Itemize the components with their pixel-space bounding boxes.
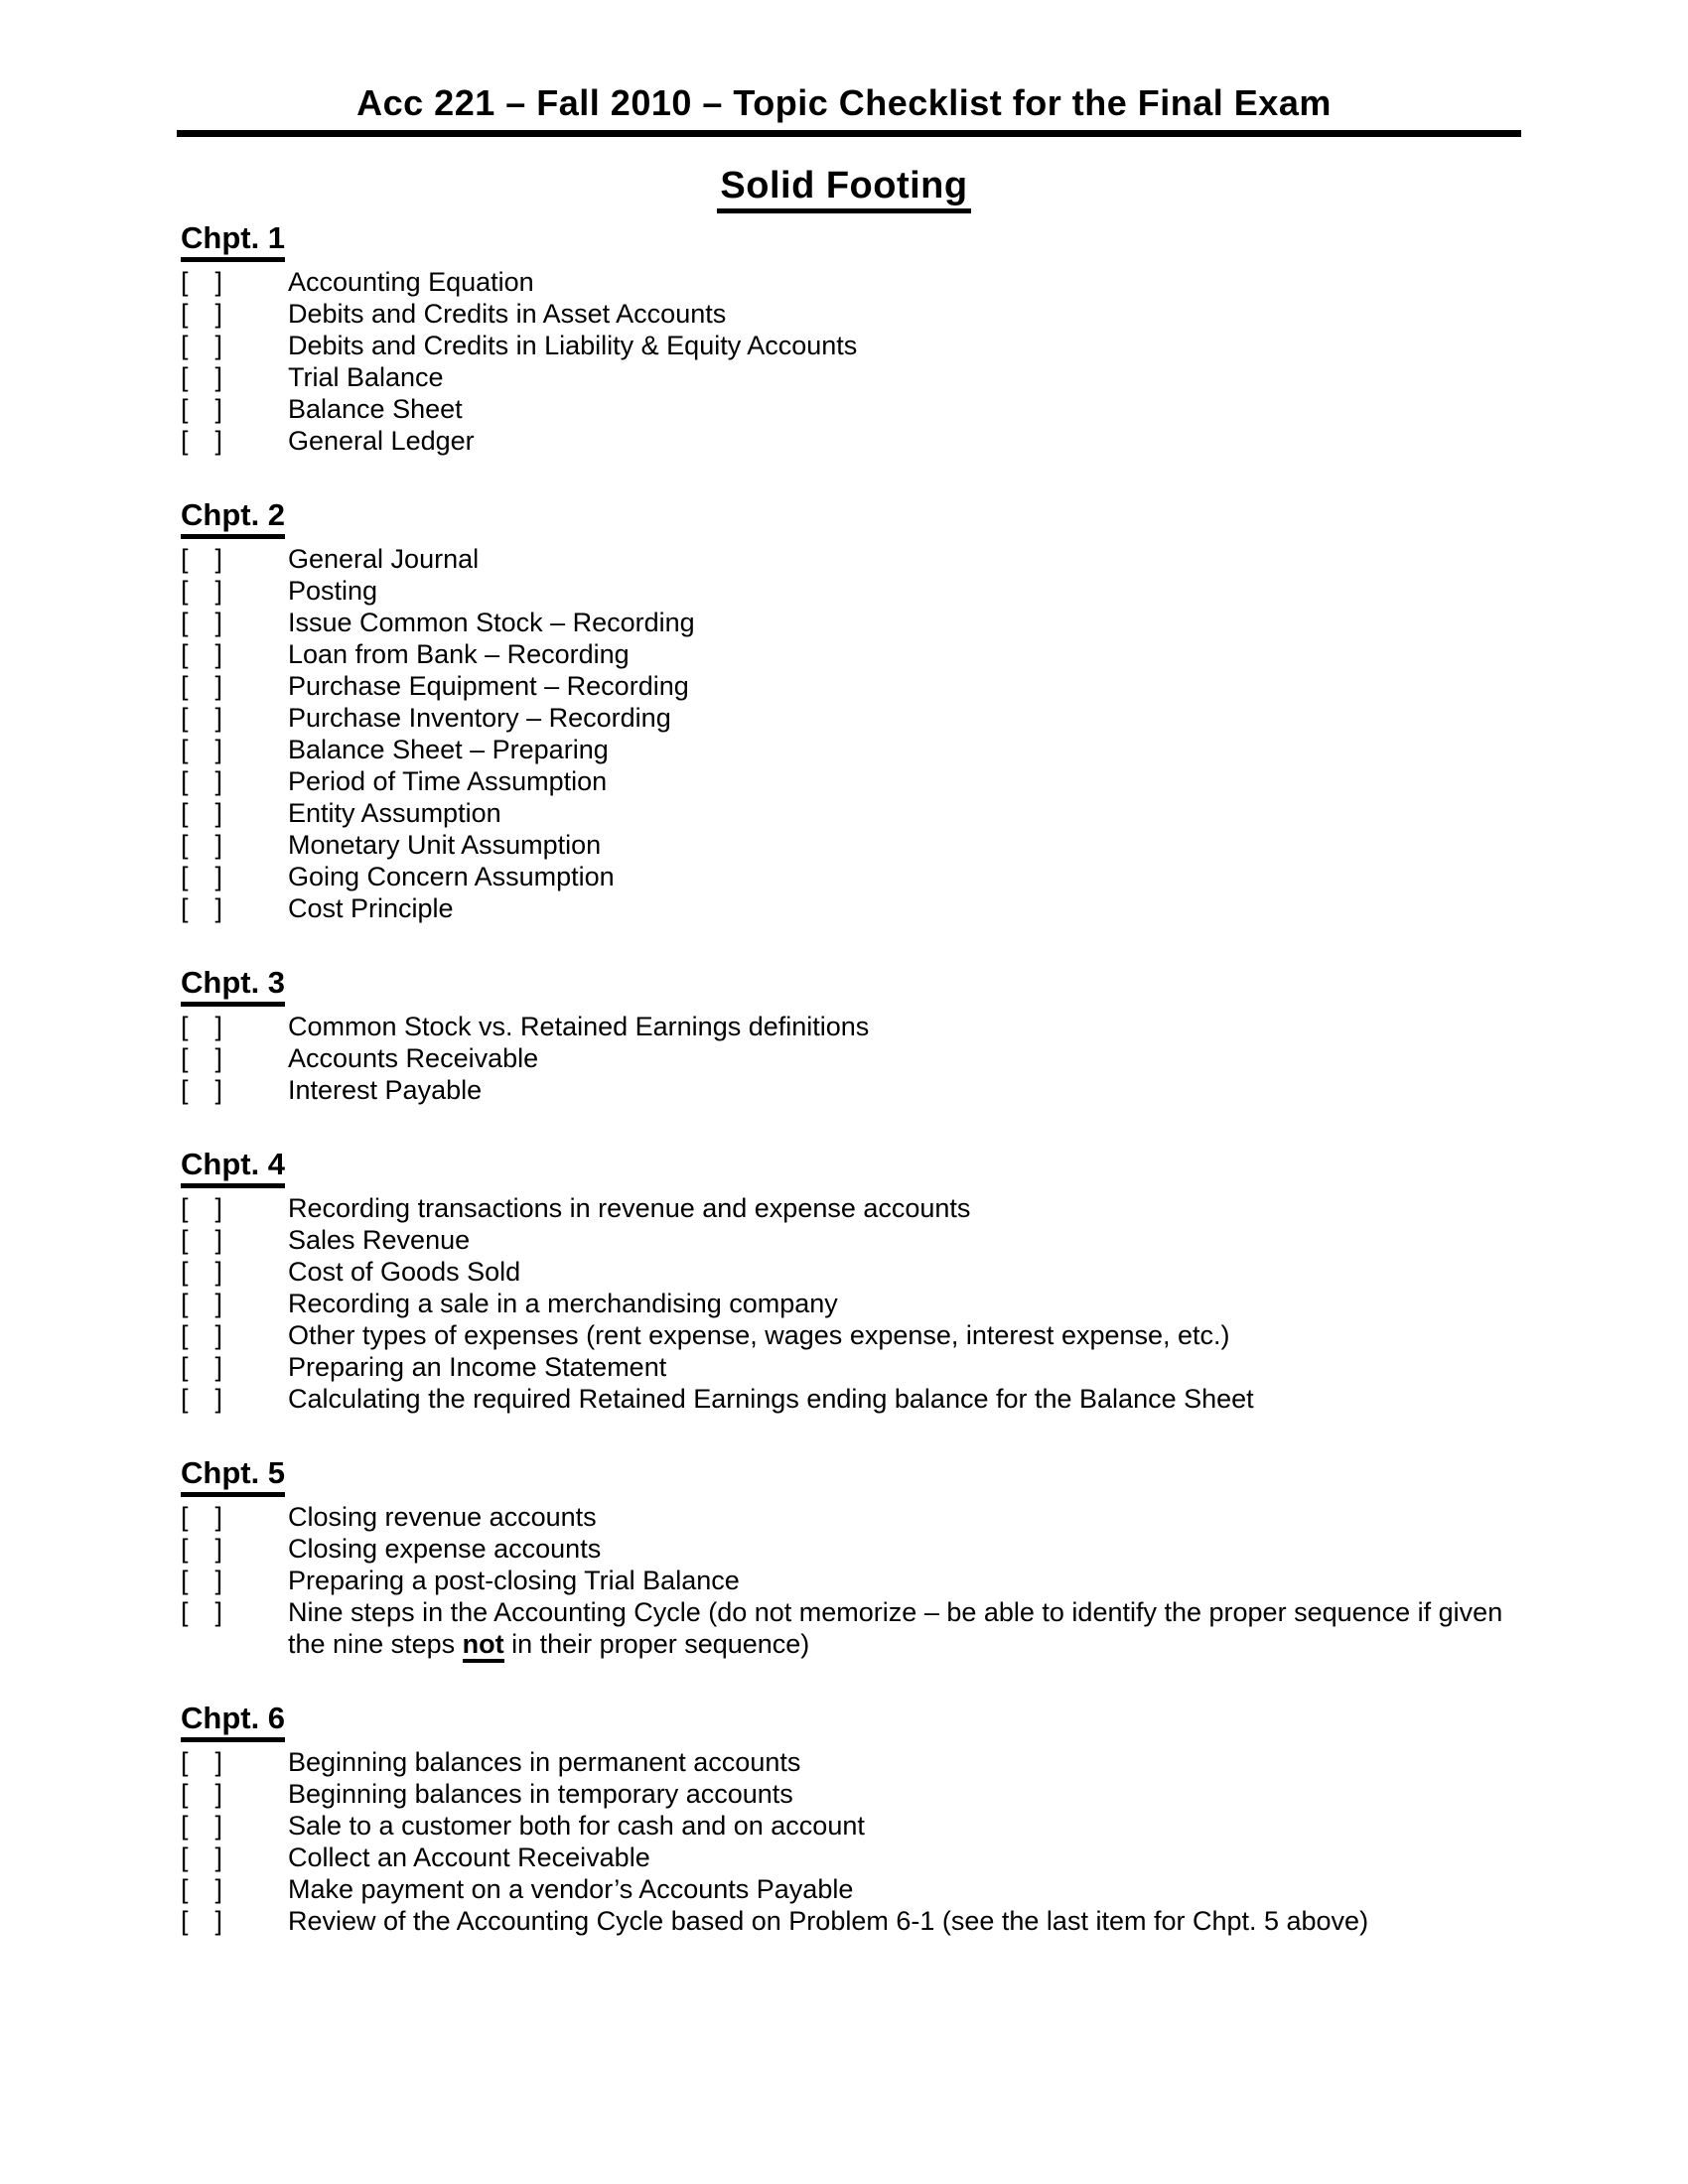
item-label: [288, 1778, 793, 1810]
item-label: [288, 892, 454, 924]
checkbox-brackets: [181, 1596, 222, 1628]
checklist-item: [181, 1501, 1523, 1533]
checkbox-close-bracket: ]: [214, 1352, 222, 1382]
item-text-segment: Closing expense accounts: [288, 1534, 602, 1564]
checkbox-open-bracket: [: [181, 1225, 189, 1255]
checkbox-close-bracket: ]: [214, 671, 222, 701]
checklist-item: [181, 1351, 1523, 1383]
chapter-heading: Chpt. 4: [181, 1148, 285, 1188]
checkbox-open-bracket: [: [181, 394, 189, 424]
checkbox-close-bracket: ]: [214, 426, 222, 456]
checkbox-brackets: [181, 1288, 222, 1319]
item-label: [288, 1596, 1523, 1660]
item-text-segment: Purchase Inventory – Recording: [288, 703, 671, 733]
chapter-heading: Chpt. 3: [181, 966, 285, 1007]
checkbox-open-bracket: [: [181, 1874, 189, 1904]
checkbox-open-bracket: [: [181, 671, 189, 701]
checkbox-open-bracket: [: [181, 1906, 189, 1936]
checkbox-open-bracket: [: [181, 766, 189, 796]
checklist-item: [181, 797, 1523, 829]
checkbox-open-bracket: [: [181, 1384, 189, 1414]
checkbox-brackets: [181, 670, 222, 702]
item-label: [288, 734, 609, 765]
item-text-segment: Calculating the required Retained Earnings ending balance for the Balance Sheet: [288, 1384, 1254, 1414]
item-label: [288, 670, 689, 702]
checkbox-brackets: [181, 638, 222, 670]
checkbox-brackets: [181, 797, 222, 829]
item-label: [288, 861, 615, 892]
item-label: [288, 575, 377, 607]
checkbox-close-bracket: ]: [214, 608, 222, 637]
checklist-item: [181, 1256, 1523, 1288]
checklist-item: [181, 1288, 1523, 1319]
item-label: [288, 638, 630, 670]
checkbox-brackets: [181, 393, 222, 425]
item-text-segment: Nine steps in the Accounting Cycle (do not memorize – be able to identify the proper sequence if given the nine steps: [288, 1597, 1503, 1659]
checklist-item: [181, 425, 1523, 457]
item-label: [288, 1011, 869, 1042]
checklist-item: [181, 702, 1523, 734]
checkbox-close-bracket: ]: [214, 1874, 222, 1904]
checkbox-brackets: [181, 1351, 222, 1383]
checkbox-open-bracket: [: [181, 426, 189, 456]
title-divider: [177, 130, 1521, 137]
checkbox-close-bracket: ]: [214, 1811, 222, 1841]
checkbox-brackets: [181, 1905, 222, 1937]
checkbox-close-bracket: ]: [214, 1043, 222, 1073]
checklist-item: [181, 1042, 1523, 1074]
checkbox-open-bracket: [: [181, 1352, 189, 1382]
item-label: [288, 829, 601, 861]
checkbox-open-bracket: [: [181, 1779, 189, 1809]
item-label: [288, 1383, 1254, 1415]
item-label: [288, 266, 534, 298]
checkbox-brackets: [181, 1383, 222, 1415]
item-text-segment: Other types of expenses (rent expense, wages expense, interest expense, etc.): [288, 1320, 1230, 1350]
item-label: [288, 1842, 650, 1873]
checkbox-brackets: [181, 1778, 222, 1810]
item-label: [288, 1565, 740, 1596]
checkbox-open-bracket: [: [181, 1012, 189, 1041]
checkbox-brackets: [181, 1192, 222, 1224]
item-text-segment: Cost Principle: [288, 893, 454, 923]
checklist-item: [181, 607, 1523, 638]
page-title: Acc 221 – Fall 2010 – Topic Checklist for the Final Exam: [356, 82, 1332, 123]
item-label: [288, 1288, 838, 1319]
item-text-segment: Collect an Account Receivable: [288, 1843, 650, 1872]
item-label: [288, 361, 444, 393]
checkbox-brackets: [181, 1256, 222, 1288]
item-text-segment: Preparing an Income Statement: [288, 1352, 667, 1382]
document-subtitle: Solid Footing: [717, 165, 970, 213]
checkbox-brackets: [181, 1074, 222, 1106]
item-text-segment: Entity Assumption: [288, 798, 501, 828]
checkbox-close-bracket: ]: [214, 331, 222, 360]
checkbox-brackets: [181, 425, 222, 457]
checkbox-close-bracket: ]: [214, 862, 222, 891]
checkbox-brackets: [181, 607, 222, 638]
checkbox-close-bracket: ]: [214, 1193, 222, 1223]
checkbox-open-bracket: [: [181, 331, 189, 360]
chapter-section: [181, 1702, 1523, 1937]
subtitle-row: [0, 165, 1688, 213]
item-text-segment: Beginning balances in temporary accounts: [288, 1779, 793, 1809]
checkbox-close-bracket: ]: [214, 576, 222, 606]
checkbox-brackets: [181, 892, 222, 924]
checkbox-brackets: [181, 1042, 222, 1074]
checklist-item: [181, 1192, 1523, 1224]
item-text-segment: Cost of Goods Sold: [288, 1257, 521, 1287]
checkbox-open-bracket: [: [181, 1811, 189, 1841]
item-text-segment: Debits and Credits in Liability & Equity Accounts: [288, 331, 858, 360]
chapter-heading: Chpt. 6: [181, 1702, 285, 1742]
checkbox-open-bracket: [: [181, 1566, 189, 1595]
item-label: [288, 797, 501, 829]
checklist-item: [181, 575, 1523, 607]
checkbox-open-bracket: [: [181, 1193, 189, 1223]
checkbox-close-bracket: ]: [214, 766, 222, 796]
checklist-item: [181, 1778, 1523, 1810]
checklist-item: [181, 393, 1523, 425]
checkbox-open-bracket: [: [181, 267, 189, 297]
checkbox-open-bracket: [: [181, 608, 189, 637]
checkbox-close-bracket: ]: [214, 798, 222, 828]
checkbox-brackets: [181, 266, 222, 298]
item-text-segment: Balance Sheet – Preparing: [288, 735, 609, 764]
item-text-segment: Beginning balances in permanent accounts: [288, 1747, 801, 1777]
item-label: [288, 702, 671, 734]
checkbox-close-bracket: ]: [214, 830, 222, 860]
checkbox-open-bracket: [: [181, 1289, 189, 1318]
checkbox-brackets: [181, 1842, 222, 1873]
checkbox-open-bracket: [: [181, 639, 189, 669]
checkbox-close-bracket: ]: [214, 544, 222, 574]
item-text-segment: in their proper sequence): [503, 1629, 810, 1659]
checkbox-open-bracket: [: [181, 544, 189, 574]
checkbox-brackets: [181, 1319, 222, 1351]
checklist-item: [181, 298, 1523, 330]
checkbox-brackets: [181, 1873, 222, 1905]
checkbox-brackets: [181, 1011, 222, 1042]
item-text-segment: Purchase Equipment – Recording: [288, 671, 689, 701]
item-label: [288, 330, 857, 361]
item-text-segment: Review of the Accounting Cycle based on Problem 6-1 (see the last item for Chpt. 5 above): [288, 1906, 1369, 1936]
item-text-segment: General Journal: [288, 544, 480, 574]
item-text-segment: Period of Time Assumption: [288, 766, 608, 796]
checkbox-open-bracket: [: [181, 1075, 189, 1105]
checklist-item: [181, 1565, 1523, 1596]
item-label: [288, 298, 726, 330]
checkbox-close-bracket: ]: [214, 1747, 222, 1777]
checkbox-close-bracket: ]: [214, 1906, 222, 1936]
item-label: [288, 393, 463, 425]
checkbox-close-bracket: ]: [214, 893, 222, 923]
checkbox-open-bracket: [: [181, 1502, 189, 1532]
checkbox-brackets: [181, 1224, 222, 1256]
checkbox-open-bracket: [: [181, 1597, 189, 1627]
checklist-item: [181, 1596, 1523, 1660]
checkbox-close-bracket: ]: [214, 735, 222, 764]
checkbox-open-bracket: [: [181, 830, 189, 860]
checkbox-brackets: [181, 1810, 222, 1842]
chapter-section: [181, 221, 1523, 457]
checkbox-close-bracket: ]: [214, 1534, 222, 1564]
checkbox-close-bracket: ]: [214, 1320, 222, 1350]
checklist-item: [181, 330, 1523, 361]
checkbox-brackets: [181, 829, 222, 861]
checklist-item: [181, 829, 1523, 861]
checkbox-close-bracket: ]: [214, 299, 222, 329]
checkbox-close-bracket: ]: [214, 1597, 222, 1627]
checkbox-brackets: [181, 1565, 222, 1596]
checkbox-open-bracket: [: [181, 1043, 189, 1073]
checkbox-close-bracket: ]: [214, 1289, 222, 1318]
checklist-item: [181, 670, 1523, 702]
checkbox-close-bracket: ]: [214, 1843, 222, 1872]
item-label: [288, 1873, 853, 1905]
checkbox-close-bracket: ]: [214, 703, 222, 733]
checklist-item: [181, 892, 1523, 924]
checkbox-close-bracket: ]: [214, 1225, 222, 1255]
emphasized-word: not: [463, 1629, 504, 1663]
checklist-item: [181, 1746, 1523, 1778]
checkbox-open-bracket: [: [181, 1534, 189, 1564]
checklist-item: [181, 734, 1523, 765]
item-label: [288, 1224, 470, 1256]
item-label: [288, 1533, 601, 1565]
checkbox-close-bracket: ]: [214, 1257, 222, 1287]
item-label: [288, 1351, 666, 1383]
checklist: [181, 221, 1523, 1937]
checklist-item: [181, 1810, 1523, 1842]
checklist-item: [181, 543, 1523, 575]
checklist-item: [181, 1905, 1523, 1937]
chapter-heading: Chpt. 1: [181, 221, 285, 262]
checkbox-open-bracket: [: [181, 362, 189, 392]
chapter-section: [181, 1456, 1523, 1660]
checkbox-brackets: [181, 361, 222, 393]
item-text-segment: Going Concern Assumption: [288, 862, 615, 891]
item-text-segment: General Ledger: [288, 426, 475, 456]
item-text-segment: Sale to a customer both for cash and on account: [288, 1811, 865, 1841]
item-text-segment: Loan from Bank – Recording: [288, 639, 630, 669]
checkbox-close-bracket: ]: [214, 1075, 222, 1105]
checkbox-close-bracket: ]: [214, 1384, 222, 1414]
checkbox-brackets: [181, 575, 222, 607]
checklist-item: [181, 361, 1523, 393]
item-label: [288, 1905, 1368, 1937]
checkbox-open-bracket: [: [181, 1747, 189, 1777]
checklist-item: [181, 638, 1523, 670]
item-label: [288, 1074, 482, 1106]
checkbox-brackets: [181, 765, 222, 797]
checkbox-open-bracket: [: [181, 299, 189, 329]
item-label: [288, 1501, 597, 1533]
item-label: [288, 543, 479, 575]
checklist-item: [181, 1319, 1523, 1351]
checkbox-close-bracket: ]: [214, 267, 222, 297]
checkbox-open-bracket: [: [181, 1320, 189, 1350]
checkbox-open-bracket: [: [181, 576, 189, 606]
checkbox-brackets: [181, 734, 222, 765]
item-text-segment: Accounting Equation: [288, 267, 534, 297]
item-label: [288, 425, 475, 457]
item-label: [288, 1042, 538, 1074]
chapter-section: [181, 966, 1523, 1106]
checklist-item: [181, 1383, 1523, 1415]
item-label: [288, 1810, 865, 1842]
chapter-heading: Chpt. 2: [181, 498, 285, 539]
checkbox-brackets: [181, 1746, 222, 1778]
checkbox-brackets: [181, 702, 222, 734]
checklist-item: [181, 266, 1523, 298]
checkbox-open-bracket: [: [181, 703, 189, 733]
item-text-segment: Trial Balance: [288, 362, 444, 392]
checklist-item: [181, 1224, 1523, 1256]
checkbox-brackets: [181, 861, 222, 892]
chapter-heading: Chpt. 5: [181, 1456, 285, 1497]
checkbox-close-bracket: ]: [214, 1502, 222, 1532]
item-text-segment: Make payment on a vendor’s Accounts Payable: [288, 1874, 854, 1904]
checkbox-open-bracket: [: [181, 1257, 189, 1287]
chapter-section: [181, 498, 1523, 924]
checkbox-close-bracket: ]: [214, 1566, 222, 1595]
checklist-item: [181, 1873, 1523, 1905]
item-text-segment: Debits and Credits in Asset Accounts: [288, 299, 727, 329]
item-text-segment: Balance Sheet: [288, 394, 463, 424]
checkbox-brackets: [181, 330, 222, 361]
chapter-section: [181, 1148, 1523, 1415]
item-text-segment: Accounts Receivable: [288, 1043, 539, 1073]
item-label: [288, 607, 695, 638]
checkbox-open-bracket: [: [181, 735, 189, 764]
checkbox-open-bracket: [: [181, 862, 189, 891]
item-text-segment: Closing revenue accounts: [288, 1502, 597, 1532]
checkbox-open-bracket: [: [181, 893, 189, 923]
item-text-segment: Recording transactions in revenue and expense accounts: [288, 1193, 971, 1223]
checkbox-close-bracket: ]: [214, 1012, 222, 1041]
checklist-item: [181, 765, 1523, 797]
checkbox-close-bracket: ]: [214, 362, 222, 392]
checkbox-open-bracket: [: [181, 798, 189, 828]
item-label: [288, 765, 607, 797]
item-text-segment: Recording a sale in a merchandising company: [288, 1289, 838, 1318]
item-text-segment: Posting: [288, 576, 378, 606]
item-label: [288, 1192, 970, 1224]
checklist-item: [181, 1074, 1523, 1106]
checkbox-close-bracket: ]: [214, 1779, 222, 1809]
checkbox-open-bracket: [: [181, 1843, 189, 1872]
checklist-item: [181, 1533, 1523, 1565]
item-text-segment: Common Stock vs. Retained Earnings definitions: [288, 1012, 870, 1041]
item-text-segment: Interest Payable: [288, 1075, 483, 1105]
checkbox-brackets: [181, 543, 222, 575]
checkbox-close-bracket: ]: [214, 394, 222, 424]
item-text-segment: Issue Common Stock – Recording: [288, 608, 695, 637]
checklist-item: [181, 861, 1523, 892]
item-text-segment: Monetary Unit Assumption: [288, 830, 602, 860]
checkbox-close-bracket: ]: [214, 639, 222, 669]
item-text-segment: Preparing a post-closing Trial Balance: [288, 1566, 740, 1595]
item-label: [288, 1256, 520, 1288]
checklist-item: [181, 1842, 1523, 1873]
checkbox-brackets: [181, 298, 222, 330]
item-text-segment: Sales Revenue: [288, 1225, 471, 1255]
item-label: [288, 1746, 800, 1778]
checklist-item: [181, 1011, 1523, 1042]
item-label: [288, 1319, 1230, 1351]
checkbox-brackets: [181, 1533, 222, 1565]
checkbox-brackets: [181, 1501, 222, 1533]
